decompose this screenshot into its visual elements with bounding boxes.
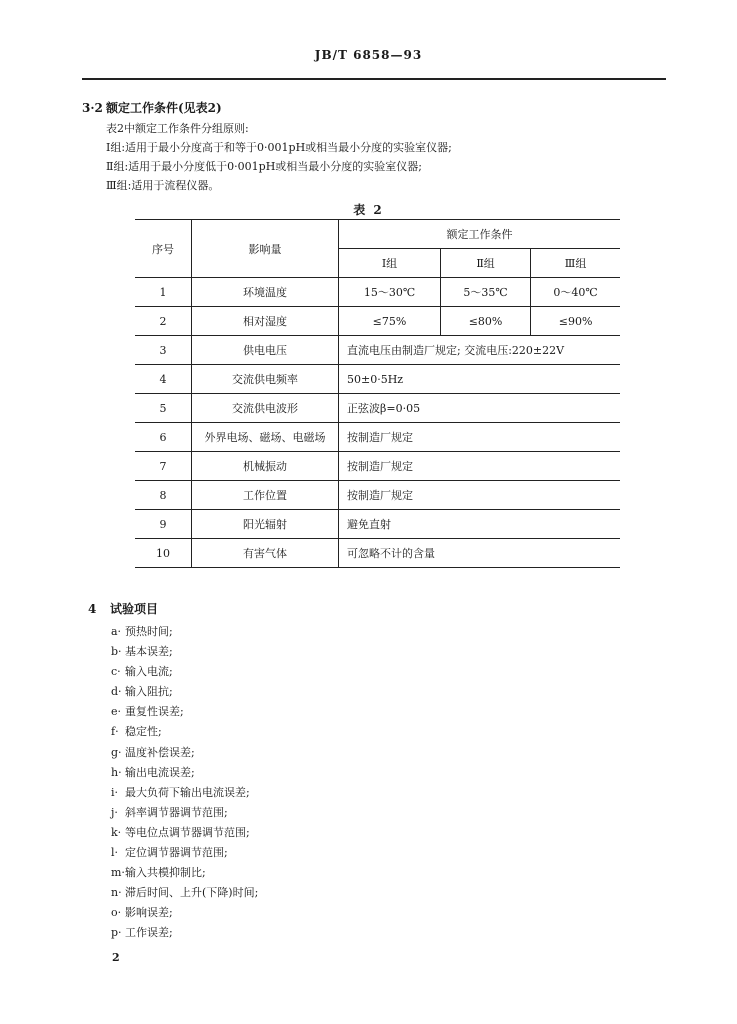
table-row [135, 365, 620, 394]
test-items-list [111, 622, 258, 944]
row-no: 9 [135, 510, 192, 539]
item-text: 斜率调节器调节范围; [125, 805, 228, 819]
item-text: 重复性误差; [125, 705, 184, 719]
item-letter: a· [111, 625, 122, 638]
group-intro: 表2中额定工作条件分组原则: [106, 122, 249, 135]
row-no: 6 [135, 423, 192, 452]
section-title: 额定工作条件(见表2) [106, 101, 222, 115]
row-condition: 避免直射 [339, 510, 621, 539]
row-condition: 按制造厂规定 [339, 423, 621, 452]
list-item [111, 923, 258, 943]
row-factor: 环境温度 [192, 278, 339, 307]
group-2-desc: Ⅱ组:适用于最小分度低于0·001pH或相当最小分度的实验室仪器; [106, 160, 423, 173]
item-text: 输入电流; [125, 665, 173, 679]
item-text: 基本误差; [125, 645, 173, 659]
list-item [111, 783, 258, 803]
row-condition: 按制造厂规定 [339, 452, 621, 481]
row-factor: 供电电压 [192, 336, 339, 365]
item-letter: f· [111, 725, 119, 739]
row-condition: 直流电压由制造厂规定; 交流电压:220±22V [339, 336, 621, 365]
item-letter: i· [111, 785, 119, 799]
row-no: 1 [135, 278, 192, 307]
item-letter: h· [111, 765, 122, 779]
item-text: 预热时间; [125, 625, 173, 638]
item-letter: l· [111, 846, 119, 860]
table-header-row [135, 220, 620, 249]
table-row [135, 452, 620, 481]
document-code: JB/T 6858—93 [314, 48, 423, 62]
table-row [135, 539, 620, 568]
list-item [111, 702, 258, 722]
row-factor: 阳光辐射 [192, 510, 339, 539]
item-letter: b· [111, 645, 122, 659]
list-item [111, 642, 258, 662]
item-letter: m· [111, 866, 125, 880]
row-group-3: ≤90% [531, 307, 620, 336]
row-condition: 按制造厂规定 [339, 481, 621, 510]
row-group-1: ≤75% [339, 307, 441, 336]
item-letter: n· [111, 886, 122, 900]
header-divider [82, 78, 666, 80]
row-group-1: 15～30℃ [339, 278, 441, 307]
table-row [135, 510, 620, 539]
row-group-2: ≤80% [440, 307, 530, 336]
item-letter: d· [111, 685, 122, 699]
rated-conditions-table [135, 219, 620, 568]
item-text: 稳定性; [125, 725, 162, 739]
list-item [111, 863, 258, 883]
header-no: 序号 [135, 220, 192, 278]
list-item [111, 823, 258, 843]
row-no: 2 [135, 307, 192, 336]
table-caption: 表 2 [353, 203, 384, 217]
row-no: 7 [135, 452, 192, 481]
section-number: 3·2 [82, 101, 103, 115]
list-item [111, 883, 258, 903]
section-number: 4 [88, 602, 97, 616]
row-factor: 工作位置 [192, 481, 339, 510]
item-letter: o· [111, 906, 122, 920]
list-item [111, 903, 258, 923]
row-no: 3 [135, 336, 192, 365]
row-factor: 外界电场、磁场、电磁场 [192, 423, 339, 452]
list-item [111, 722, 258, 742]
item-text: 滞后时间、上升(下降)时间; [125, 886, 259, 900]
row-no: 4 [135, 365, 192, 394]
item-text: 输入阻抗; [125, 685, 173, 699]
item-text: 输出电流误差; [125, 765, 195, 779]
section-4-heading [88, 600, 158, 617]
row-factor: 有害气体 [192, 539, 339, 568]
row-group-3: 0～40℃ [531, 278, 620, 307]
section-3-2-heading [82, 99, 222, 116]
row-factor: 交流供电波形 [192, 394, 339, 423]
list-item [111, 763, 258, 783]
item-letter: e· [111, 705, 122, 719]
row-condition: 50±0·5Hz [339, 365, 621, 394]
section-title: 试验项目 [110, 602, 159, 616]
item-text: 输入共模抑制比; [125, 866, 206, 880]
row-group-2: 5～35℃ [440, 278, 530, 307]
item-text: 工作误差; [125, 926, 173, 940]
row-no: 10 [135, 539, 192, 568]
list-item [111, 803, 258, 823]
item-letter: j· [111, 805, 118, 819]
item-text: 最大负荷下输出电流误差; [125, 785, 250, 799]
header-group-2: Ⅱ组 [440, 249, 530, 278]
item-letter: c· [111, 665, 121, 679]
item-letter: p· [111, 926, 122, 940]
group-1-desc: Ⅰ组:适用于最小分度高于和等于0·001pH或相当最小分度的实验室仪器; [106, 141, 452, 154]
group-3-desc: Ⅲ组:适用于流程仪器。 [106, 179, 220, 192]
table-row [135, 278, 620, 307]
table-row [135, 423, 620, 452]
header-group-3: Ⅲ组 [531, 249, 620, 278]
list-item [111, 743, 258, 763]
item-text: 影响误差; [125, 906, 173, 920]
table-row [135, 307, 620, 336]
row-factor: 交流供电频率 [192, 365, 339, 394]
row-factor: 相对湿度 [192, 307, 339, 336]
list-item [111, 622, 258, 642]
header-conditions: 额定工作条件 [339, 220, 621, 249]
row-condition: 可忽略不计的含量 [339, 539, 621, 568]
row-no: 8 [135, 481, 192, 510]
page-number: 2 [112, 951, 120, 964]
item-text: 温度补偿误差; [125, 745, 195, 759]
row-no: 5 [135, 394, 192, 423]
list-item [111, 682, 258, 702]
item-text: 等电位点调节器调节范围; [125, 825, 250, 839]
row-factor: 机械振动 [192, 452, 339, 481]
header-factor: 影响量 [192, 220, 339, 278]
list-item [111, 662, 258, 682]
list-item [111, 843, 258, 863]
table-row [135, 394, 620, 423]
item-text: 定位调节器调节范围; [125, 846, 228, 860]
table-row [135, 336, 620, 365]
table-row [135, 481, 620, 510]
item-letter: k· [111, 825, 122, 839]
header-group-1: Ⅰ组 [339, 249, 441, 278]
row-condition: 正弦波β=0·05 [339, 394, 621, 423]
item-letter: g· [111, 745, 122, 759]
